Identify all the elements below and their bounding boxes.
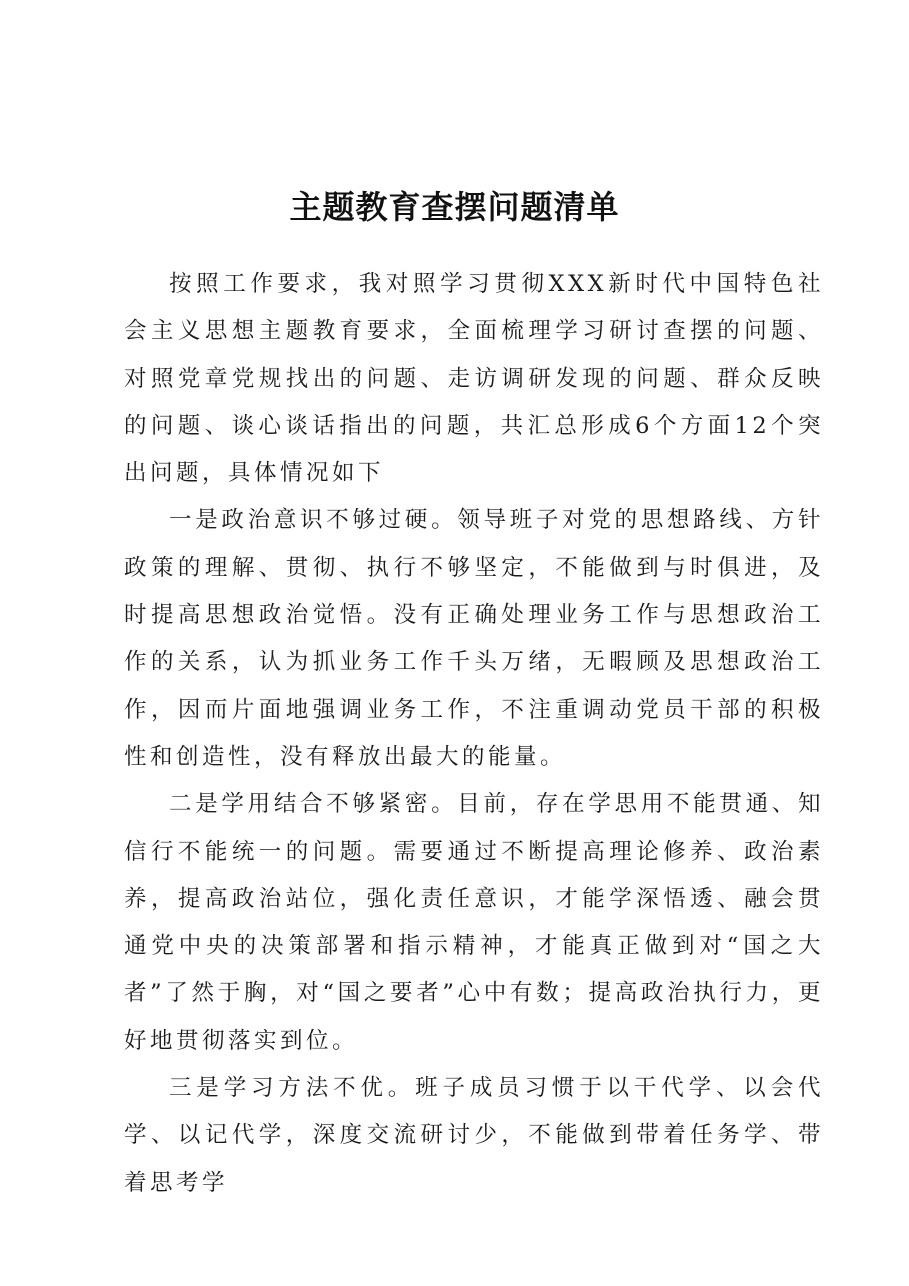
document-title: 主题教育查摆问题清单	[289, 188, 620, 226]
document-body	[124, 261, 824, 1207]
paragraph-political-awareness: 一是政治意识不够过硬。领导班子对党的思想路线、方针政策的理解、贯彻、执行不够坚定，不能做到与时俱进，及时提高思想政治觉悟。没有正确处理业务工作与思想政治工作的关系，认为抓业务工作千头万绪，无暇顾及思想政治工作，因而片面地强调业务工作，不注重调动党员干部的积极性和创造性，没有释放出最大的能量。	[124, 507, 824, 770]
paragraph-study-method: 三是学习方法不优。班子成员习惯于以干代学、以会代学、以记代学，深度交流研讨少，不能做到带着任务学、带着思考学	[124, 1075, 824, 1196]
paragraph-intro: 按照工作要求，我对照学习贯彻XXX新时代中国特色社会主义思想主题教育要求，全面梳理学习研讨查摆的问题、对照党章党规找出的问题、走访调研发现的问题、群众反映的问题、谈心谈话指出的问题，共汇总形成6个方面12个突出问题，具体情况如下	[124, 271, 824, 487]
paragraph-study-application: 二是学用结合不够紧密。目前，存在学思用不能贯通、知信行不能统一的问题。需要通过不断提高理论修养、政治素养，提高政治站位，强化责任意识，才能学深悟透、融会贯通党中央的决策部署和指示精神，才能真正做到对“国之大者”了然于胸，对“国之要者”心中有数；提高政治执行力，更好地贯彻落实到位。	[124, 791, 824, 1054]
